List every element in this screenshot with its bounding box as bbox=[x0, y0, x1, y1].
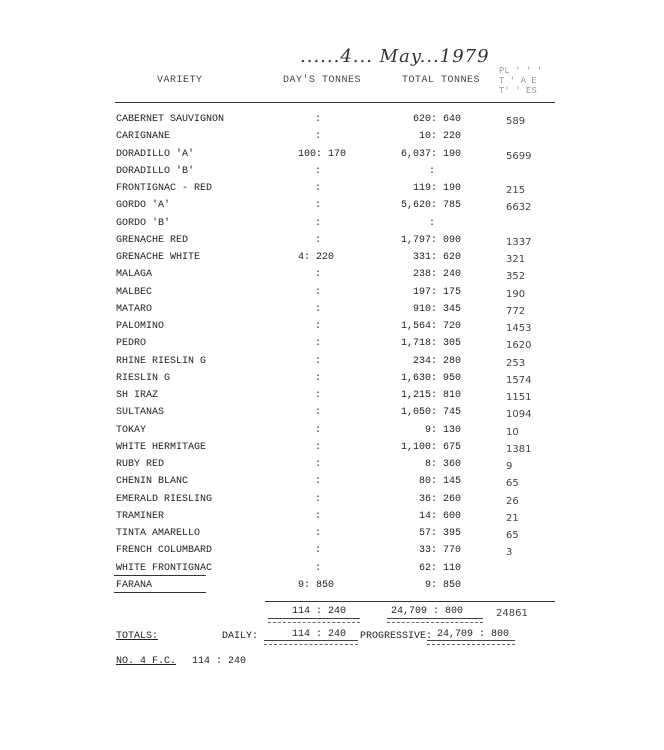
variety-name: RUBY RED bbox=[116, 459, 165, 470]
day-tonnes: : bbox=[315, 407, 322, 418]
variety-name: MALBEC bbox=[116, 287, 153, 298]
header-faded-line: T ' A E bbox=[499, 76, 537, 86]
subtotal-day-underline bbox=[268, 618, 360, 623]
day-tonnes: : bbox=[315, 166, 322, 177]
variety-name: CABERNET SAUVIGNON bbox=[116, 114, 225, 125]
total-tonnes: : bbox=[428, 166, 435, 177]
footer-label: NO. 4 F.C. bbox=[116, 656, 177, 667]
variety-name: PEDRO bbox=[116, 338, 147, 349]
total-tonnes: 9: 850 bbox=[424, 580, 461, 591]
variety-underline bbox=[114, 575, 206, 576]
total-tonnes: 1,215: 810 bbox=[400, 390, 461, 401]
header-variety: VARIETY bbox=[157, 75, 203, 86]
header-total-tonnes: TOTAL TONNES bbox=[402, 75, 481, 86]
variety-name: MALAGA bbox=[116, 269, 153, 280]
day-tonnes: : bbox=[315, 425, 322, 436]
handwritten-tonnes: 190 bbox=[506, 289, 526, 300]
subtotal-total: 24,709 : 800 bbox=[391, 606, 464, 617]
total-tonnes: 10: 220 bbox=[418, 131, 461, 142]
variety-name: RHINE RIESLIN G bbox=[116, 356, 207, 367]
handwritten-tonnes: 6632 bbox=[506, 202, 532, 213]
total-tonnes: 57: 395 bbox=[418, 528, 461, 539]
handwritten-tonnes: 3 bbox=[506, 547, 513, 558]
day-tonnes: : bbox=[315, 494, 322, 505]
handwritten-tonnes: 1337 bbox=[506, 237, 532, 248]
handwritten-tonnes: 772 bbox=[506, 306, 526, 317]
variety-name: CARIGNANE bbox=[116, 131, 171, 142]
total-tonnes: 1,564: 720 bbox=[400, 321, 461, 332]
day-tonnes: 4: 220 bbox=[298, 252, 335, 263]
day-tonnes: : bbox=[315, 321, 322, 332]
day-tonnes: : bbox=[315, 476, 322, 487]
day-tonnes: : bbox=[315, 304, 322, 315]
day-tonnes: : bbox=[315, 390, 322, 401]
variety-name: GORDO 'B' bbox=[116, 218, 171, 229]
day-tonnes: : bbox=[315, 338, 322, 349]
day-tonnes: : bbox=[315, 218, 322, 229]
total-tonnes: 1,630: 950 bbox=[400, 373, 461, 384]
total-tonnes: 5,620: 785 bbox=[400, 200, 461, 211]
day-tonnes: 100: 170 bbox=[298, 149, 347, 160]
total-tonnes: 1,050: 745 bbox=[400, 407, 461, 418]
variety-name: WHITE HERMITAGE bbox=[116, 442, 207, 453]
handwritten-tonnes: 1453 bbox=[506, 323, 532, 334]
handwritten-tonnes: 9 bbox=[506, 461, 513, 472]
subtotal-day: 114 : 240 bbox=[292, 606, 347, 617]
header-faded-line: T' ' ES bbox=[499, 86, 537, 96]
handwritten-tonnes: 10 bbox=[506, 427, 519, 438]
variety-name: GORDO 'A' bbox=[116, 200, 171, 211]
day-tonnes: 9: 850 bbox=[298, 580, 335, 591]
footer-value: 114 : 240 bbox=[192, 656, 247, 667]
total-tonnes: 8: 360 bbox=[424, 459, 461, 470]
total-tonnes: 1,100: 675 bbox=[400, 442, 461, 453]
variety-name: RIESLIN G bbox=[116, 373, 171, 384]
handwritten-tonnes: 321 bbox=[506, 254, 526, 265]
variety-name: GRENACHE RED bbox=[116, 235, 189, 246]
total-tonnes: : bbox=[428, 218, 435, 229]
day-tonnes: : bbox=[315, 356, 322, 367]
progressive-value-underline bbox=[427, 640, 515, 645]
total-tonnes: 234: 280 bbox=[412, 356, 461, 367]
handwritten-tonnes: 1094 bbox=[506, 409, 532, 420]
variety-name: SULTANAS bbox=[116, 407, 165, 418]
variety-underline bbox=[114, 592, 206, 593]
handwritten-tonnes: 215 bbox=[506, 185, 526, 196]
variety-name: SH IRAZ bbox=[116, 390, 159, 401]
handwritten-tonnes: 65 bbox=[506, 478, 519, 489]
total-tonnes: 331: 620 bbox=[412, 252, 461, 263]
subtotal-total-underline bbox=[387, 618, 483, 623]
variety-name: FRONTIGNAC - RED bbox=[116, 183, 213, 194]
day-tonnes: : bbox=[315, 131, 322, 142]
variety-name: FRENCH COLUMBARD bbox=[116, 545, 213, 556]
variety-name: TINTA AMARELLO bbox=[116, 528, 201, 539]
subtotal-handwritten: 24861 bbox=[496, 608, 528, 619]
header-faded-line: PL ' ' ' bbox=[499, 66, 543, 76]
variety-name: GRENACHE WHITE bbox=[116, 252, 201, 263]
totals-label: TOTALS: bbox=[116, 631, 159, 642]
day-tonnes: : bbox=[315, 528, 322, 539]
total-tonnes: 620: 640 bbox=[412, 114, 461, 125]
variety-name: CHENIN BLANC bbox=[116, 476, 189, 487]
day-tonnes: : bbox=[315, 459, 322, 470]
handwritten-tonnes: 65 bbox=[506, 530, 519, 541]
handwritten-tonnes: 5699 bbox=[506, 151, 532, 162]
variety-name: DORADILLO 'A' bbox=[116, 149, 195, 160]
total-tonnes: 80: 145 bbox=[418, 476, 461, 487]
variety-name: DORADILLO 'B' bbox=[116, 166, 195, 177]
handwritten-tonnes: 1151 bbox=[506, 392, 532, 403]
total-tonnes: 9: 130 bbox=[424, 425, 461, 436]
handwritten-tonnes: 1574 bbox=[506, 375, 532, 386]
day-tonnes: : bbox=[315, 545, 322, 556]
progressive-label: PROGRESSIVE: bbox=[360, 631, 433, 642]
total-tonnes: 197: 175 bbox=[412, 287, 461, 298]
handwritten-tonnes: 21 bbox=[506, 513, 519, 524]
variety-name: EMERALD RIESLING bbox=[116, 494, 213, 505]
total-tonnes: 33: 770 bbox=[418, 545, 461, 556]
total-tonnes: 238: 240 bbox=[412, 269, 461, 280]
header-faded bbox=[499, 66, 542, 96]
day-tonnes: : bbox=[315, 114, 322, 125]
variety-name: WHITE FRONTIGNAC bbox=[116, 563, 213, 574]
header-days-tonnes: DAY'S TONNES bbox=[283, 75, 362, 86]
daily-label: DAILY: bbox=[222, 631, 259, 642]
daily-value-underline bbox=[264, 640, 358, 645]
progressive-value: 24,709 : 800 bbox=[437, 629, 510, 640]
total-tonnes: 36: 260 bbox=[418, 494, 461, 505]
handwritten-tonnes: 352 bbox=[506, 271, 526, 282]
variety-name: MATARO bbox=[116, 304, 153, 315]
handwritten-date: ......4... May...1979 bbox=[300, 46, 490, 67]
day-tonnes: : bbox=[315, 442, 322, 453]
variety-name: PALOMINO bbox=[116, 321, 165, 332]
handwritten-tonnes: 589 bbox=[506, 116, 526, 127]
total-tonnes: 1,718: 305 bbox=[400, 338, 461, 349]
variety-name: TOKAY bbox=[116, 425, 147, 436]
total-tonnes: 14: 600 bbox=[418, 511, 461, 522]
total-tonnes: 1,797: 090 bbox=[400, 235, 461, 246]
day-tonnes: : bbox=[315, 200, 322, 211]
day-tonnes: : bbox=[315, 287, 322, 298]
day-tonnes: : bbox=[315, 183, 322, 194]
header-rule bbox=[115, 102, 555, 103]
day-tonnes: : bbox=[315, 373, 322, 384]
total-tonnes: 62: 110 bbox=[418, 563, 461, 574]
day-tonnes: : bbox=[315, 563, 322, 574]
subtotal-rule bbox=[265, 601, 555, 602]
daily-value: 114 : 240 bbox=[292, 629, 347, 640]
handwritten-tonnes: 253 bbox=[506, 358, 526, 369]
total-tonnes: 6,037: 190 bbox=[400, 149, 461, 160]
total-tonnes: 910: 345 bbox=[412, 304, 461, 315]
variety-name: TRAMINER bbox=[116, 511, 165, 522]
day-tonnes: : bbox=[315, 235, 322, 246]
handwritten-tonnes: 1381 bbox=[506, 444, 532, 455]
day-tonnes: : bbox=[315, 269, 322, 280]
variety-name: FARANA bbox=[116, 580, 153, 591]
day-tonnes: : bbox=[315, 511, 322, 522]
handwritten-tonnes: 26 bbox=[506, 496, 519, 507]
total-tonnes: 119: 190 bbox=[412, 183, 461, 194]
handwritten-tonnes: 1620 bbox=[506, 340, 532, 351]
